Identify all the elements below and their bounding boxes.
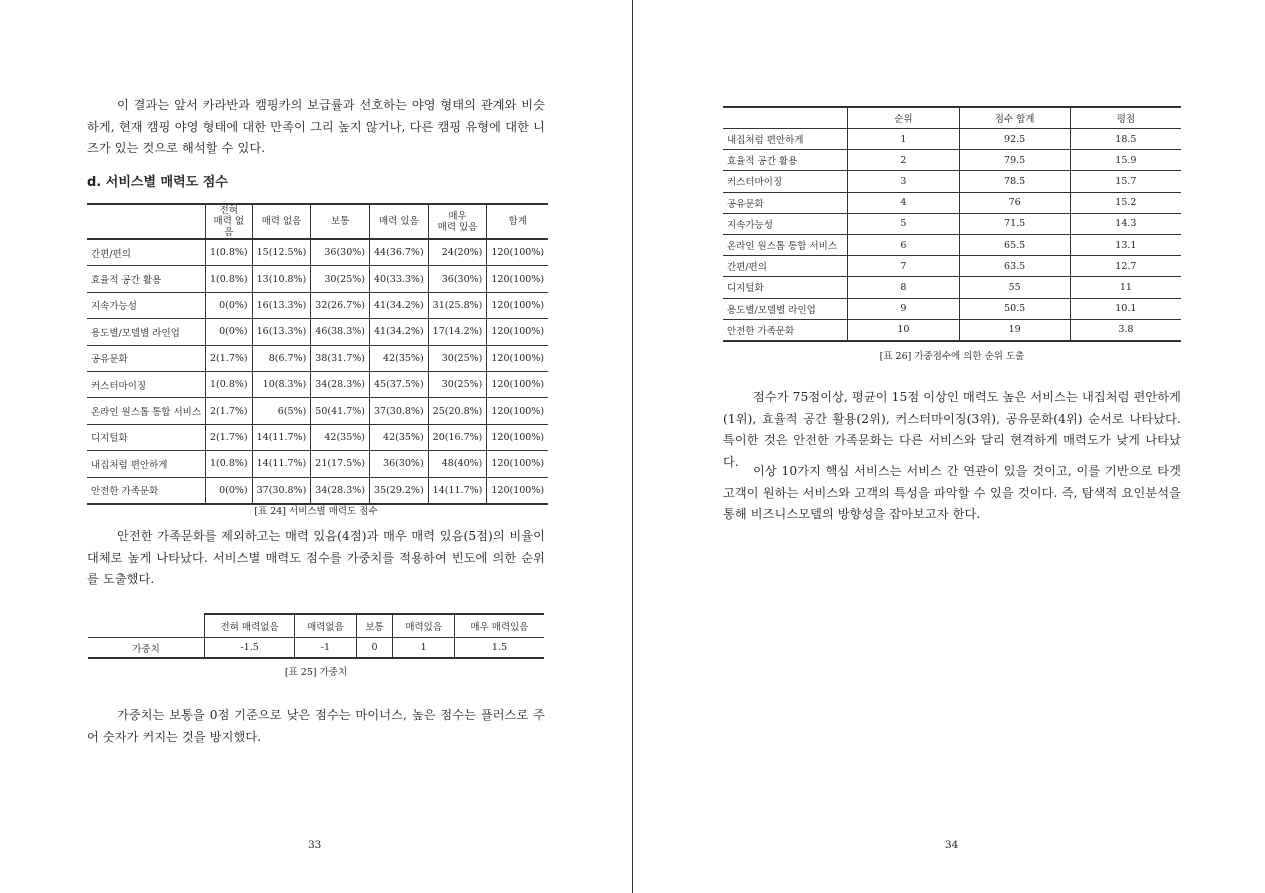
table-cell: 13(10.8%) xyxy=(252,266,311,292)
table-header-cell: 매력없음 xyxy=(295,614,356,638)
table-cell: 16(13.3%) xyxy=(252,319,311,345)
table-cell: 1 xyxy=(393,638,454,659)
table-row xyxy=(723,213,1181,234)
table-header-cell: 합계 xyxy=(487,204,548,239)
table-cell: 1(0.8%) xyxy=(206,239,253,266)
table-cell: 78.5 xyxy=(959,171,1070,192)
table-cell: 24(20%) xyxy=(428,239,487,266)
table-row xyxy=(88,638,544,659)
table-row xyxy=(87,345,548,371)
table-row xyxy=(87,451,548,477)
table-cell: 4 xyxy=(848,192,959,213)
table-header-cell: 전혀 매력 없음 xyxy=(206,204,253,239)
table-cell: 효율적 공간 활용 xyxy=(723,150,848,171)
table-cell: 6(5%) xyxy=(252,398,311,424)
table-cell: 42(35%) xyxy=(369,424,428,450)
table-cell: 커스터마이징 xyxy=(723,171,848,192)
table-cell: 2(1.7%) xyxy=(206,398,253,424)
table-row xyxy=(723,129,1181,150)
table-cell: 0(0%) xyxy=(206,319,253,345)
table-cell: 50(41.7%) xyxy=(311,398,370,424)
table-cell: 30(25%) xyxy=(311,266,370,292)
table-row xyxy=(723,171,1181,192)
table-cell: 34(28.3%) xyxy=(311,371,370,397)
table-cell: 41(34.2%) xyxy=(369,319,428,345)
table-cell: 18.5 xyxy=(1070,129,1181,150)
table-header-cell: 매력있음 xyxy=(393,614,454,638)
table-cell: 71.5 xyxy=(959,213,1070,234)
table-header-cell xyxy=(87,204,206,239)
table-header-cell: 보통 xyxy=(311,204,370,239)
table-cell: 1 xyxy=(848,129,959,150)
table-row xyxy=(87,319,548,345)
table-cell: 5 xyxy=(848,213,959,234)
table-header-cell: 매력 있음 xyxy=(369,204,428,239)
table-cell: 120(100%) xyxy=(487,292,548,318)
table-cell: 14(11.7%) xyxy=(428,477,487,504)
table-cell: 120(100%) xyxy=(487,424,548,450)
table-cell: 21(17.5%) xyxy=(311,451,370,477)
table-row xyxy=(87,239,548,266)
table-row xyxy=(723,192,1181,213)
table-cell: 44(36.7%) xyxy=(369,239,428,266)
table-row xyxy=(723,234,1181,255)
table-cell: 공유문화 xyxy=(723,192,848,213)
table-cell: 15.9 xyxy=(1070,150,1181,171)
table-cell: 8(6.7%) xyxy=(252,345,311,371)
table-cell: 10(8.3%) xyxy=(252,371,311,397)
table-cell: 14.3 xyxy=(1070,213,1181,234)
table-cell: 3 xyxy=(848,171,959,192)
table-header-cell: 전혀 매력없음 xyxy=(205,614,295,638)
table-cell: 46(38.3%) xyxy=(311,319,370,345)
table-cell: 35(29.2%) xyxy=(369,477,428,504)
table-cell: 1(0.8%) xyxy=(206,371,253,397)
table-cell: 79.5 xyxy=(959,150,1070,171)
table-26-caption: [표 26] 가중점수에 의한 순위 도출 xyxy=(879,351,1025,362)
table-cell: 38(31.7%) xyxy=(311,345,370,371)
table-cell: 0(0%) xyxy=(206,477,253,504)
table-row xyxy=(723,298,1181,319)
table-row xyxy=(87,398,548,424)
body-paragraph: 점수가 75점이상, 평균이 15점 이상인 매력도 높은 서비스는 내집처럼 편안하게(1위), 효율적 공간 활용(2위), 커스터마이징(3위), 공유문화(4위) 순서로 나타났다. 특이한 것은 안전한 가족문화는 다른 서비스와 달리 현격하게 매력도가 낮게 나타났다. xyxy=(723,390,1181,469)
table-cell: 2(1.7%) xyxy=(206,424,253,450)
body-paragraph: 이상 10가지 핵심 서비스는 서비스 간 연관이 있을 것이고, 이를 기반으로 타겟 고객이 원하는 서비스와 고객의 특성을 파악할 수 있을 것이다. 즉, 탐색적 요인분석을 통해 비즈니스모델의 방향성을 잡아보고자 한다. xyxy=(723,464,1181,521)
table-header-cell xyxy=(723,107,848,129)
table-cell: 120(100%) xyxy=(487,398,548,424)
table-cell: 지속가능성 xyxy=(87,292,206,318)
table-cell: 32(26.7%) xyxy=(311,292,370,318)
table-cell: 37(30.8%) xyxy=(252,477,311,504)
table-cell: 안전한 가족문화 xyxy=(87,477,206,504)
table-cell: 디지털화 xyxy=(723,277,848,298)
page-number: 33 xyxy=(308,839,322,851)
table-cell: 120(100%) xyxy=(487,451,548,477)
table-cell: 36(30%) xyxy=(428,266,487,292)
table-header-cell: 매우 매력있음 xyxy=(454,614,544,638)
table-cell: 30(25%) xyxy=(428,371,487,397)
table-cell: 15(12.5%) xyxy=(252,239,311,266)
table-cell: 내집처럼 편안하게 xyxy=(723,129,848,150)
table-cell: 간편/편의 xyxy=(87,239,206,266)
table-cell: 17(14.2%) xyxy=(428,319,487,345)
table-cell: 디지털화 xyxy=(87,424,206,450)
intro-paragraph: 이 결과는 앞서 카라반과 캠핑카의 보급률과 선호하는 야영 형태의 관계와 비슷하게, 현재 캠핑 야영 형태에 대한 만족이 그리 높지 않거나, 다른 캠핑 유형에 대한 니즈가 있는 것으로 해석할 수 있다. xyxy=(87,98,545,155)
table-row xyxy=(87,371,548,397)
table-cell: 19 xyxy=(959,319,1070,341)
table-25-caption: [표 25] 가중치 xyxy=(284,667,348,678)
table-row xyxy=(87,266,548,292)
left-page xyxy=(0,0,632,893)
table-cell: 0(0%) xyxy=(206,292,253,318)
table-header-cell: 보통 xyxy=(356,614,393,638)
body-paragraph: 안전한 가족문화를 제외하고는 매력 있음(4점)과 매우 매력 있음(5점)의 비율이 대체로 높게 나타났다. 서비스별 매력도 점수를 가중치를 적용하여 빈도에 의한 순위를 도출했다. xyxy=(87,529,545,586)
table-cell: 용도별/모델별 라인업 xyxy=(87,319,206,345)
table-cell: 76 xyxy=(959,192,1070,213)
table-cell: 8 xyxy=(848,277,959,298)
table-cell: 3.8 xyxy=(1070,319,1181,341)
table-cell: 42(35%) xyxy=(311,424,370,450)
table-cell: 42(35%) xyxy=(369,345,428,371)
table-cell: 14(11.7%) xyxy=(252,424,311,450)
table-cell: 50.5 xyxy=(959,298,1070,319)
table-cell: 36(30%) xyxy=(311,239,370,266)
table-cell: 120(100%) xyxy=(487,477,548,504)
table-cell: 48(40%) xyxy=(428,451,487,477)
table-cell: 15.7 xyxy=(1070,171,1181,192)
table-cell: 40(33.3%) xyxy=(369,266,428,292)
table-cell: 용도별/모델별 라인업 xyxy=(723,298,848,319)
table-cell: 9 xyxy=(848,298,959,319)
table-cell: 14(11.7%) xyxy=(252,451,311,477)
table-cell: 11 xyxy=(1070,277,1181,298)
table-row xyxy=(87,424,548,450)
table-row xyxy=(87,292,548,318)
table-cell: 120(100%) xyxy=(487,319,548,345)
table-cell: 효율적 공간 활용 xyxy=(87,266,206,292)
table-cell: 120(100%) xyxy=(487,371,548,397)
table-cell: 45(37.5%) xyxy=(369,371,428,397)
table-cell: 34(28.3%) xyxy=(311,477,370,504)
table-cell: 120(100%) xyxy=(487,345,548,371)
table-cell: 온라인 원스톱 통합 서비스 xyxy=(87,398,206,424)
table-cell: 30(25%) xyxy=(428,345,487,371)
table-cell: 안전한 가족문화 xyxy=(723,319,848,341)
table-header-cell: 매우 매력 있음 xyxy=(428,204,487,239)
table-cell: 13.1 xyxy=(1070,234,1181,255)
table-24-caption: [표 24] 서비스별 매력도 점수 xyxy=(254,506,378,517)
table-cell: 1(0.8%) xyxy=(206,451,253,477)
table-cell: 92.5 xyxy=(959,129,1070,150)
table-header-cell: 평점 xyxy=(1070,107,1181,129)
table-header-cell xyxy=(88,614,205,638)
table-24-service-attractiveness xyxy=(87,203,548,505)
table-cell: 15.2 xyxy=(1070,192,1181,213)
table-cell: 1.5 xyxy=(454,638,544,659)
table-cell: 65.5 xyxy=(959,234,1070,255)
table-cell: -1 xyxy=(295,638,356,659)
table-cell: 37(30.8%) xyxy=(369,398,428,424)
right-page xyxy=(634,0,1265,893)
table-cell: 7 xyxy=(848,256,959,277)
table-cell: 20(16.7%) xyxy=(428,424,487,450)
table-cell: 온라인 원스톱 통합 서비스 xyxy=(723,234,848,255)
body-paragraph: 가중치는 보통을 0점 기준으로 낮은 점수는 마이너스, 높은 점수는 플러스로 주어 숫자가 커지는 것을 방지했다. xyxy=(87,708,545,744)
table-26-ranking xyxy=(723,106,1181,342)
table-cell: 6 xyxy=(848,234,959,255)
table-cell: 가중치 xyxy=(88,638,205,659)
table-cell: 120(100%) xyxy=(487,266,548,292)
table-cell: -1.5 xyxy=(205,638,295,659)
table-cell: 2(1.7%) xyxy=(206,345,253,371)
table-cell: 커스터마이징 xyxy=(87,371,206,397)
table-cell: 12.7 xyxy=(1070,256,1181,277)
table-cell: 0 xyxy=(356,638,393,659)
table-cell: 120(100%) xyxy=(487,239,548,266)
table-cell: 25(20.8%) xyxy=(428,398,487,424)
table-header-cell: 순위 xyxy=(848,107,959,129)
table-cell: 지속가능성 xyxy=(723,213,848,234)
table-cell: 41(34.2%) xyxy=(369,292,428,318)
table-row xyxy=(723,277,1181,298)
table-row xyxy=(723,150,1181,171)
page-number: 34 xyxy=(945,839,959,851)
table-row xyxy=(87,477,548,504)
table-cell: 1(0.8%) xyxy=(206,266,253,292)
table-cell: 63.5 xyxy=(959,256,1070,277)
table-25-weights xyxy=(88,613,544,659)
table-header-cell: 점수 합계 xyxy=(959,107,1070,129)
table-cell: 내집처럼 편안하게 xyxy=(87,451,206,477)
table-cell: 공유문화 xyxy=(87,345,206,371)
table-cell: 16(13.3%) xyxy=(252,292,311,318)
table-cell: 31(25.8%) xyxy=(428,292,487,318)
table-header-cell: 매력 없음 xyxy=(252,204,311,239)
page-divider xyxy=(632,0,633,893)
table-row xyxy=(723,319,1181,341)
table-cell: 2 xyxy=(848,150,959,171)
table-cell: 간편/편의 xyxy=(723,256,848,277)
section-heading: d. 서비스별 매력도 점수 xyxy=(87,175,228,190)
table-cell: 55 xyxy=(959,277,1070,298)
table-cell: 10.1 xyxy=(1070,298,1181,319)
table-cell: 36(30%) xyxy=(369,451,428,477)
table-row xyxy=(723,256,1181,277)
table-cell: 10 xyxy=(848,319,959,341)
